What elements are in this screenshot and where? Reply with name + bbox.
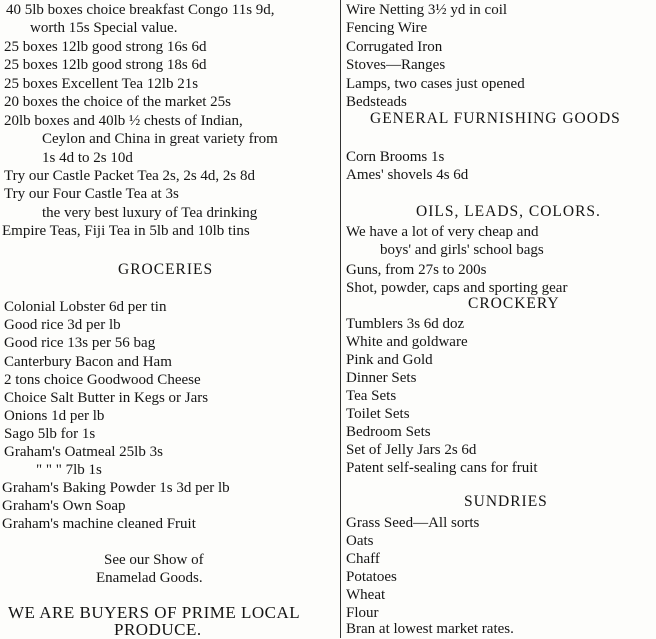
text-line: Good rice 3d per lb <box>4 317 121 333</box>
text-line: Corn Brooms 1s <box>346 149 445 165</box>
text-line: 40 5lb boxes choice breakfast Congo 11s 9d, <box>6 2 275 18</box>
text-line: Chaff <box>346 551 380 567</box>
text-line: Good rice 13s per 56 bag <box>4 335 156 351</box>
text-line: the very best luxury of Tea drinking <box>42 205 258 221</box>
text-line: 2 tons choice Goodwood Cheese <box>4 372 201 388</box>
text-line: Stoves—Ranges <box>346 57 446 73</box>
text-line: Colonial Lobster 6d per tin <box>4 299 167 315</box>
text-line: Onions 1d per lb <box>4 408 105 424</box>
text-line: Grass Seed—All sorts <box>346 515 480 531</box>
section-heading: GROCERIES <box>118 261 214 278</box>
text-line: 25 boxes 12lb good strong 16s 6d <box>4 39 207 55</box>
text-line: Choice Salt Butter in Kegs or Jars <box>4 390 209 406</box>
text-line: Enamelad Goods. <box>96 570 203 586</box>
text-line: Canterbury Bacon and Ham <box>4 354 172 370</box>
text-line: Flour <box>346 605 379 621</box>
text-line: Fencing Wire <box>346 20 428 36</box>
section-heading: CROCKERY <box>468 295 560 312</box>
text-line: Graham's Baking Powder 1s 3d per lb <box>2 480 230 496</box>
text-line: Lamps, two cases just opened <box>346 76 525 92</box>
text-line: Set of Jelly Jars 2s 6d <box>346 442 477 458</box>
text-line: Corrugated Iron <box>346 39 443 55</box>
text-line: Wheat <box>346 587 386 603</box>
text-line: Sago 5lb for 1s <box>4 426 96 442</box>
text-line: Potatoes <box>346 569 397 585</box>
text-line: Graham's Own Soap <box>2 498 126 514</box>
section-heading: WE ARE BUYERS OF PRIME LOCAL <box>8 603 301 622</box>
section-heading: OILS, LEADS, COLORS. <box>416 203 601 220</box>
text-line: Tumblers 3s 6d doz <box>346 316 465 332</box>
text-line: 20 boxes the choice of the market 25s <box>4 94 232 110</box>
text-line: 25 boxes 12lb good strong 18s 6d <box>4 57 207 73</box>
text-line: Dinner Sets <box>346 370 417 386</box>
text-line: Empire Teas, Fiji Tea in 5lb and 10lb tins <box>2 223 250 239</box>
text-line: Try our Four Castle Tea at 3s <box>4 186 179 202</box>
text-line: Patent self-sealing cans for fruit <box>346 460 538 476</box>
text-line: Try our Castle Packet Tea 2s, 2s 4d, 2s 8d <box>4 168 256 184</box>
text-line: Graham's Oatmeal 25lb 3s <box>4 444 163 460</box>
text-line: Shot, powder, caps and sporting gear <box>346 280 568 296</box>
text-line: 1s 4d to 2s 10d <box>42 150 133 166</box>
text-line: boys' and girls' school bags <box>380 242 544 258</box>
section-heading: SUNDRIES <box>464 493 548 510</box>
text-line: We have a lot of very cheap and <box>346 224 539 240</box>
text-line: Ceylon and China in great variety from <box>42 131 278 147</box>
text-line: Bedroom Sets <box>346 424 431 440</box>
text-line: Bran at lowest market rates. <box>346 621 514 637</box>
text-line: " " " 7lb 1s <box>36 462 102 478</box>
text-line: worth 15s Special value. <box>30 20 178 36</box>
text-line: Bedsteads <box>346 94 407 110</box>
text-line: 25 boxes Excellent Tea 12lb 21s <box>4 76 199 92</box>
section-heading: GENERAL FURNISHING GOODS <box>370 110 621 127</box>
text-line: 20lb boxes and 40lb ½ chests of Indian, <box>4 113 243 129</box>
text-line: Pink and Gold <box>346 352 433 368</box>
section-heading: PRODUCE. <box>114 620 202 639</box>
text-line: Oats <box>346 533 374 549</box>
text-line: White and goldware <box>346 334 468 350</box>
text-line: Wire Netting 3½ yd in coil <box>346 2 508 18</box>
text-line: Guns, from 27s to 200s <box>346 262 487 278</box>
text-line: See our Show of <box>104 552 204 568</box>
text-line: Toilet Sets <box>346 406 410 422</box>
column-divider <box>340 0 341 638</box>
text-line: Tea Sets <box>346 388 397 404</box>
text-line: Ames' shovels 4s 6d <box>346 167 469 183</box>
text-line: Graham's machine cleaned Fruit <box>2 516 196 532</box>
